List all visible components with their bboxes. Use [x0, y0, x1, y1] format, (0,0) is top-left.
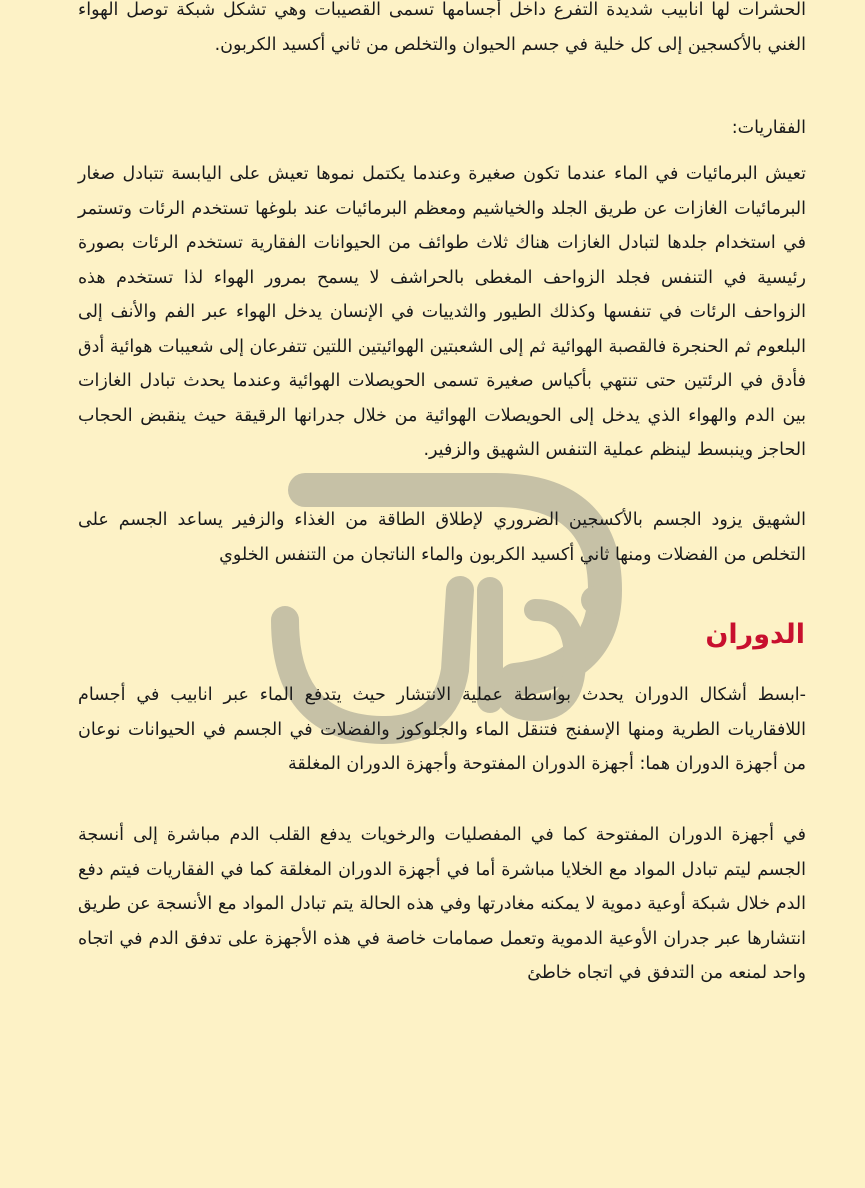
paragraph-circulation-systems: في أجهزة الدوران المفتوحة كما في المفصليات والرخويات يدفع القلب الدم مباشرة إلى أنسجة الجسم ليتم تبادل المواد مع الخلايا مباشرة أما في أجهزة الدوران المغلقة كما في الفقاريات فيتم دفع الدم خلال شبكة أوعية دموية لا يمكنه مغادرتها وفي هذه الحالة يتم تبادل المواد مع الأنسجة عن طريق انتشارها عبر جدران الأوعية الدموية وتعمل صمامات خاصة في هذه الأجهزة على تدفق الدم في اتجاه واحد لمنعه من التدفق في اتجاه خاطئ: [78, 825, 806, 983]
paragraph-vertebrates: تعيش البرمائيات في الماء عندما تكون صغيرة وعندما يكتمل نموها تعيش على اليابسة تتبادل صغار البرمائيات الغازات عن طريق الجلد والخياشيم ومعظم البرمائيات عند بلوغها تستخدم الرئات وتستمر في استخدام جلدها لتبادل الغازات هناك ثلاث طوائف من الحيوانات الفقارية تستخدم الرئات بصورة رئيسية في التنفس فجلد الزواحف المغطى بالحراشف لا يسمح بمرور الهواء لذا تستخدم هذه الزواحف الرئات في تنفسها وكذلك الطيور والثدييات في الإنسان يدخل الهواء عبر الفم والأنف إلى البلعوم ثم الحنجرة فالقصبة الهوائية ثم إلى الشعبتين الهوائيتين اللتين تتفرعان إلى شعيبات هوائية أدق فأدق في الرئتين حتى تنتهي بأكياس صغيرة تسمى الحويصلات الهوائية وعندما يحدث تبادل الغازات بين الدم والهواء الذي يدخل إلى الحويصلات الهوائية من خلال جدرانها الرقيقة حيث ينقبض الحجاب الحاجز وينبسط لينظم عملية التنفس الشهيق والزفير.: [78, 164, 806, 460]
paragraph-breathing: الشهيق يزود الجسم بالأكسجين الضروري لإطلاق الطاقة من الغذاء والزفير يساعد الجسم على التخلص من الفضلات ومنها ثاني أكسيد الكربون والماء الناتجان من التنفس الخلوي: [78, 510, 806, 565]
paragraph-insects: الحشرات لها انابيب شديدة التفرع داخل أجسامها تسمى القصيبات وهي تشكل شبكة توصل الهواء الغني بالأكسجين إلى كل خلية في جسم الحيوان والتخلص من ثاني أكسيد الكربون.: [78, 0, 806, 55]
section-title-vertebrates: الفقاريات:: [731, 118, 806, 138]
heading-circulation: الدوران: [705, 619, 805, 650]
paragraph-circulation-intro: -ابسط أشكال الدوران يحدث بواسطة عملية الانتشار حيث يتدفع الماء عبر انابيب في أجسام اللافقاريات الطرية ومنها الإسفنج فتنقل الماء والجلوكوز والفضلات في الجسم في الحيوانات نوعان من أجهزة الدوران هما: أجهزة الدوران المفتوحة وأجهزة الدوران المغلقة: [78, 685, 806, 774]
